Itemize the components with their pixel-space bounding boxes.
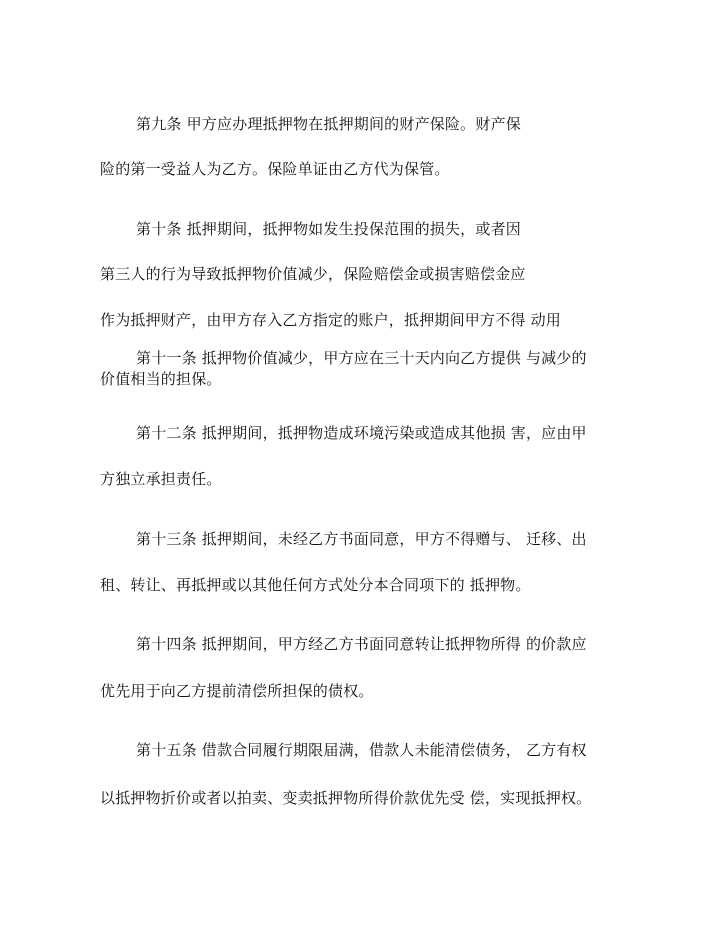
article-13-line-1: 第十三条 抵押期间，未经乙方书面同意，甲方不得赠与、 迁移、出 bbox=[136, 530, 587, 548]
article-15-line-2: 以抵押物折价或者以拍卖、变卖抵押物所得价款优先受 偿，实现抵押权。 bbox=[100, 789, 592, 807]
article-12-line-1: 第十二条 抵押期间，抵押物造成环境污染或造成其他损 害，应由甲 bbox=[136, 424, 587, 442]
article-14-line-1: 第十四条 抵押期间，甲方经乙方书面同意转让抵押物所得 的价款应 bbox=[136, 635, 587, 653]
article-9-line-1: 第九条 甲方应办理抵押物在抵押期间的财产保险。财产保 bbox=[136, 115, 521, 133]
article-11-line-2: 价值相当的担保。 bbox=[100, 370, 222, 388]
article-12-line-2: 方独立承担责任。 bbox=[100, 470, 222, 488]
article-9-line-2: 险的第一受益人为乙方。保险单证由乙方代为保管。 bbox=[100, 160, 450, 178]
article-10-line-2: 第三人的行为导致抵押物价值减少，保险赔偿金或损害赔偿金应 bbox=[100, 265, 526, 283]
article-10-line-3: 作为抵押财产，由甲方存入乙方指定的账户，抵押期间甲方不得 动用 bbox=[100, 311, 561, 329]
article-13-line-2: 租、转让、再抵押或以其他任何方式处分本合同项下的 抵押物。 bbox=[100, 576, 531, 594]
article-10-line-1: 第十条 抵押期间，抵押物如发生投保范围的损失，或者因 bbox=[136, 220, 521, 238]
article-15-line-1: 第十五条 借款合同履行期限届满，借款人未能清偿债务， 乙方有权 bbox=[136, 741, 587, 759]
article-11-line-1: 第十一条 抵押物价值减少，甲方应在三十天内向乙方提供 与减少的 bbox=[136, 349, 587, 367]
article-14-line-2: 优先用于向乙方提前清偿所担保的债权。 bbox=[100, 682, 374, 700]
